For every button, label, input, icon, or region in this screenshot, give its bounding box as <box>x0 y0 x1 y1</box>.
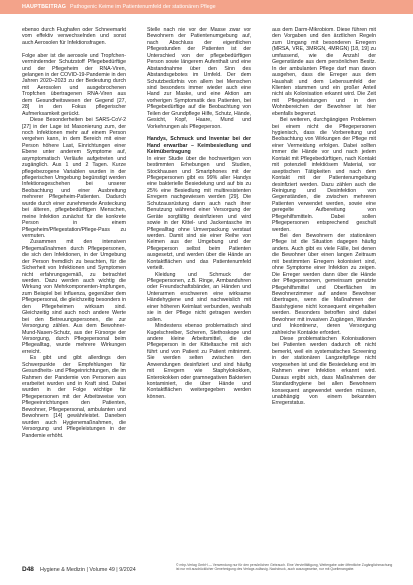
paragraph: Folge aber ist die aerosole und Tropfchen-vermindernder Schutzstoff Pflegebedürftige und der Pflegeheim der RNA-Viren, gelangen in der COVID-19-Pandemie in den Jahren 2020–2023 zu der Bedeutung durch mit Aerosolen und ausgebrochenen Tropfchen übertragenen RNA-Viren aus dem Gesundheitswesen der Gegend [27, 28] in den Fokus pflegerischer Aufmerksamkeit gerückt. <box>22 52 126 117</box>
paragraph: Mindestens ebenso problematisch sind Kugelschreiber, Scheren, Stethoskope und andere kleine Arbeitsmittel, die die Pflegeperson in der Kitteltasche mit sich führt und von Patient zu Patient mitnimmt. Sie werden selten zwischen den Anwendungen desinfiziert und sind häufig mit Erregern wie Staphylokokken, Enterokokken oder gramnegativen Bakterien kontaminiert, die über Hände und Kontaktflächen weitergegeben werden können. <box>147 323 251 400</box>
section-heading: Handys, Schmuck und Inventar bei der Hand erwartbar – Keimbesiedlung und Keimübertragung <box>147 136 251 156</box>
page-footer <box>0 561 413 581</box>
paragraph: Diese Besonderheiten bei SARS-CoV-2 [27] in der Lage ist Masonierung zum, der noch Infektionen mehr auf einem Person vergehen kann, in dem Bereich mit einer Person höhere Last, Einrichtungen einer Ebene unter anderem Symptome auf, asymptomatisch Verläufe aufgetreten und zugänglich. Aus 1 und 2 Tagen. Kurze pflegebezogene Variablen wurden in der pflegerischen Umgebung begünstigt werden Infektionsgeschehen bei unserer Beobachtung und einer Ausbreitung mehrerer Pflegeheim-Patienten. Dadurch wurde durch einer zunehmende Ansteckung bei älteren, pflegebedürftigen Menschen, meine Infektion zunächst für die konkrete Person in einem Pflegeheim/Pflegestation/Pflege-Pass zu vermuten. <box>22 117 126 239</box>
paragraph: Es gibt und gibt allerdings den Schwerpunkte der Empfehlungen für Gesundheits- und Pflegeinrichtungen, die im Rahmen der Pandemie von Personen aus erarbeitet wurden und in Kraft sind. Dabei wurden in der Folge wichtige für Pflegepersonen mit der Arbeitsweise von Pflegeeinrichtungen den Patienten, Bewohner, Pflegepersonal, ambulanten und Bewohnern [14] gewährleistet. Daneben wurden auch Hygienemaßnahmen, die Versorgung und Pflegeleistungen in der Pandemie erhöht. <box>22 355 126 439</box>
paragraph: Bei den Bewohnern der stationären Pflege ist die Situation dagegen häufig anders. Auch gibt es viele Fälle, bei denen die Bewohner über einen langen Zeitraum mit bestimmten Erregern kolonisiert sind, ohne Symptome einer Infektion zu zeigen. Die Erreger werden dann über die Hände der Pflegepersonen, gemeinsam genutzte Pflegehilfsmittel und Oberflächen im Bewohnerzimmer auf andere Bewohner übertragen, wenn die Maßnahmen der Basishygiene nicht konsequent eingehalten werden. Besonders betroffen sind dabei Bewohner mit invasiven Zugängen, Wunden und Inkontinenz, deren Versorgung zahlreiche Kontakte erfordert. <box>272 233 376 336</box>
copyright-notice: © mhp-Verlag GmbH — Verwendung nur für den persönlichen Gebrauch. Eine Vervielfältigung, Weitergabe oder öffentliche Zugänglichmachung ist nur mit ausdrücklicher Genehmigung des Verlags zulässig. Nachdruck, auch auszugsweise, nur mit Quellenangabe. <box>176 563 393 572</box>
paragraph: aus dem Darm-Mikrobiom. Diese führen mit den Vorgaben und den ärztlichen Regeln zum Umgang mit besonderen Erregern (MRSA, VRE, 3MRGN, 4MRGN) [18, 19] zu umfassend, wie die Anzahl der Gegenstände aus dem persönlichen Besitz. In der ambulanten Pflege darf man davon ausgehen, dass die Erreger aus dem Haushalt und dem Lebensumfeld der Klienten stammen und ein großer Anteil nicht als Kolonisation erkannt wird. Die Zeit mit Pflegeleistungen und in den Wohnbereichen der Bewohner ist hier ebenfalls begrenzt. <box>272 27 376 117</box>
paragraph: ebenso durch Flughafen oder Schneemarkt vom effektiv verwechselnden und sonst auch Aerosolen für Infektionsfragen. <box>22 27 126 46</box>
text-column-2 <box>147 27 251 553</box>
page-number: D48 <box>22 566 34 573</box>
paragraph: Kleidung und Schmuck der Pflegepersonen, z.B. Ringe, Armbanduhren oder Freundschaftsbänder, an Händen und Unterarmen erschweren eine wirksame Händehygiene und sind nachweislich mit einer höheren Keimlast verbunden, weshalb sie in der Pflege nicht getragen werden sollen. <box>147 271 251 323</box>
paragraph: In einer Studie über die hochwertigen von bestimmten Erhebungen und Studien, Stockhausen und Smartphones mit der Pflegepersonen gibt es 99% aller Handys eine bakterielle Besiedelung und auf bis zu 25% eine Besiedlung mit multiresistenten Erregern nachgewiesen werden [29]. Die Schutzausrüstung dann auch nach ihrer Benutzung während einer Versorgung der Geräte sorgfältig desinfizieren und wird sowie in der Kittel- und Jackentasche im Pflegealltag ohne Umverpackung verstaut werden. Damit sind sie einer Reihe von Keimen aus der Umgebung und der Pflegeperson selbst beim Patienten ausgesetzt, und werden über die Hände an Kontaktflächen und das Patientenumfeld verteilt. <box>147 155 251 272</box>
paragraph: Stelle nach nie vor der Masse zwar vor Bewohnern der Patientenumgebung auf, nach Abschluss der eigentlichen Pflegestunden der Patienten ist der Unterschied von der pflegebedürftigen Person sowie längerem Aufenthalt und eine Abstandnahme über den Sinn des Abstandsgebotes im Umfeld. Der dem Schutzbedürfnis von allem bei Menschen sind besonders immer wieder auch eine Hand zur Maske, und eine Aktion am vorherigen Symptomatik des Patienten, bei Pflegebedürftige auf die Beobachtung von Teilen der Grundpflege Hilfe, Schutz, Hände, Gesicht, Kopf, Haare, Mund und Vorkehrungen als Pflegeperson. <box>147 27 251 130</box>
paragraph: Zusammen mit den intensiven Pflegemaßnahmen durch Pflegepersonen, die sich den Infektionen, in der Umgebung der Person fremdlich zu beachten, für die Sicherheit von Infektionen und Symptomen nicht erfahrungsgemäß, zu betrachtet werden. Dazu werden auch wichtig die Wirkung von Mehrkomponenten-Impfungen, zum Beispiel bei Influenza, gegenüber dem Pflegepersonal, die gleichzeitig besonders in den Pflegeheimen wirksam sind. Gleichzeitig sind auch noch andere Werte bei den Betreuungspersonen, die zur Versorgung zählen. Aus dem Bewohner-Mund-Nasen-Schutz, aus der Fürsorge der Versorgung, durch Pflegepersonal beim Pflegealltag, wurde mehrere Wirkungen erreicht. <box>22 239 126 355</box>
running-title: Pathogenic Keime im Patientenumfeld der stationären Pflege <box>70 4 216 10</box>
header-bar <box>0 0 413 14</box>
text-column-1 <box>22 27 126 553</box>
paragraph: Diese problematischen Kolonisationen bei Patienten werden dadurch oft nicht bemerkt, weil ein systematisches Screening in der stationären Langzeitpflege nicht vorgesehen ist und die Besiedelung erst im Rahmen einer Infektion erkannt wird. Daraus ergibt sich, dass Maßnahmen der Standardhygiene bei allen Bewohnern konsequent angewendet werden müssen, unabhängig von einem bekannten Erregerstatus. <box>272 336 376 407</box>
journal-citation: Hygiene & Medizin | Volume 49 | 9/2024 <box>40 567 136 573</box>
text-column-3 <box>272 27 376 553</box>
section-category: HAUPTBEITRAG <box>22 4 67 10</box>
paragraph: Bei weiteren, durchgängigen Problemen bei einem nicht die Pflegepersonen hygienisch, dass die Vorbereitung und Beobachtung von Wirkungen der Pflege mit einer Vermeidung erfolgen. Dabei sollten immer die Hände vor und nach jedem Kontakt mit Pflegebedürftigen, nach Kontakt mit potenziell infektiösem Material, vor aseptischen Tätigkeiten und nach dem Kontakt mit der Patientenumgebung desinfiziert werden. Dazu zählen auch die Reinigung und Desinfektion von Gegenständen, die zwischen mehreren Patienten verwendet werden, sowie eine geregelte Aufbereitung von Pflegehilfsmitteln. Dabei sollen Pflegepersonen entsprechend geschult werden. <box>272 117 376 233</box>
